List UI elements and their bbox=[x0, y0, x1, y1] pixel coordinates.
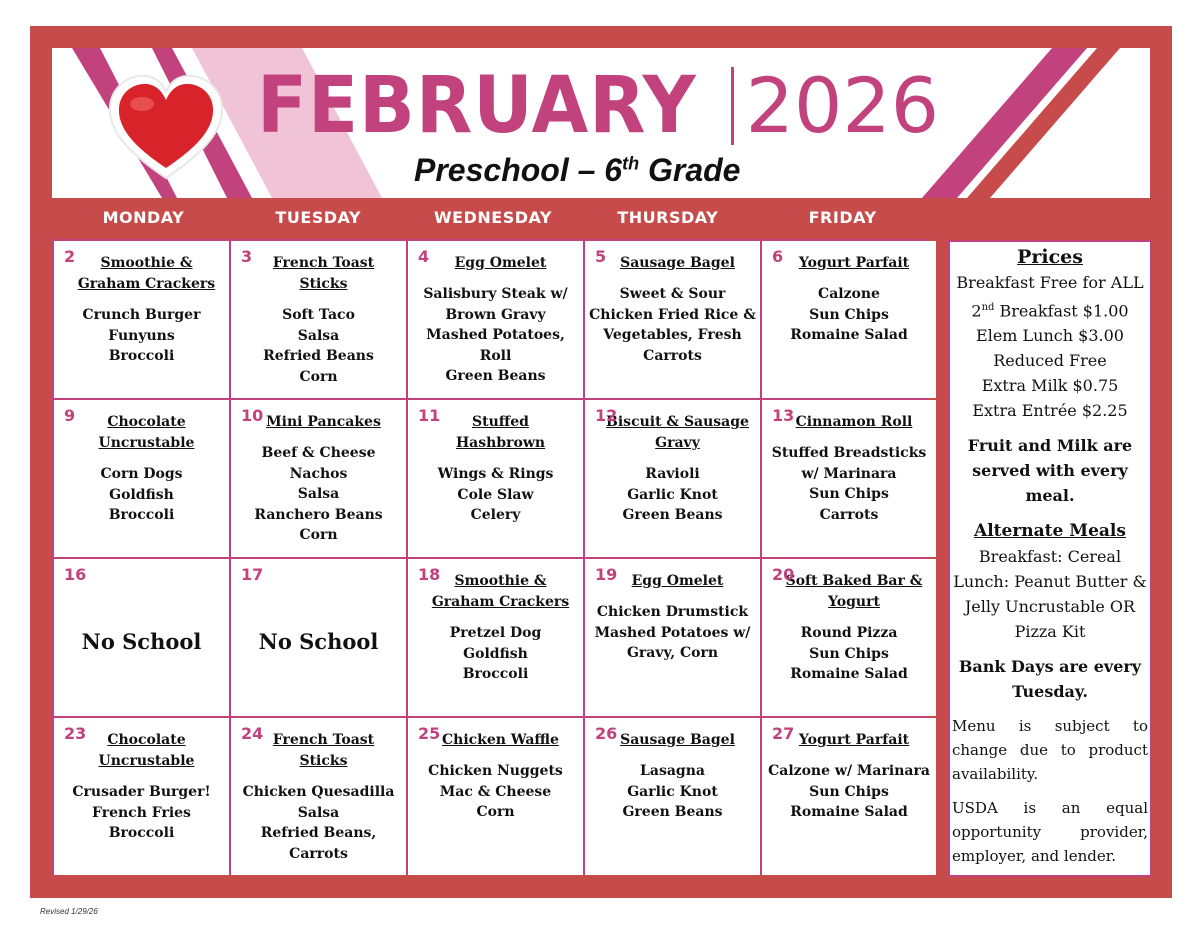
day-number: 2 bbox=[64, 247, 76, 266]
lunch-item: Goldfish bbox=[109, 486, 174, 503]
price-reduced: Reduced Free bbox=[993, 351, 1107, 371]
lunch-item: Calzone w/ Marinara bbox=[768, 763, 930, 779]
day-cell bbox=[762, 400, 936, 557]
lunch-item: Broccoli bbox=[462, 666, 529, 682]
lunch-item: Ravioli bbox=[645, 466, 700, 482]
day-number: 26 bbox=[595, 724, 618, 743]
lunch-item: Corn Dogs bbox=[100, 466, 183, 482]
day-cell bbox=[585, 400, 760, 557]
day-number: 4 bbox=[418, 247, 430, 266]
breakfast-entree: Smoothie & Graham Crackers bbox=[77, 255, 216, 292]
day-cell bbox=[762, 241, 936, 398]
breakfast-entree: Chocolate Uncrustable bbox=[98, 732, 195, 769]
lunch-item: Salisbury Steak w/ Brown Gravy bbox=[423, 286, 568, 323]
breakfast-entree: French Toast Sticks bbox=[272, 732, 375, 769]
lunch-item: Soft Taco bbox=[282, 307, 355, 323]
lunch-item: Sun Chips bbox=[809, 306, 889, 323]
breakfast-entree: Sausage Bagel bbox=[620, 255, 735, 271]
lunch-item: Salsa bbox=[297, 486, 340, 502]
lunch-items bbox=[766, 443, 932, 525]
lunch-item: French Fries bbox=[92, 804, 191, 821]
lunch-item: Sun Chips bbox=[809, 783, 889, 800]
lunch-item: Green Beans bbox=[445, 368, 546, 384]
heart-icon bbox=[104, 70, 228, 186]
header-banner bbox=[52, 48, 1150, 198]
fruit-milk-note: Fruit and Milk are served with every meal. bbox=[967, 436, 1133, 506]
day-number: 20 bbox=[772, 565, 795, 584]
breakfast-entree: Yogurt Parfait bbox=[798, 255, 910, 271]
lunch-items bbox=[58, 305, 225, 367]
lunch-items bbox=[766, 623, 932, 685]
lunch-item: Green Beans bbox=[622, 507, 723, 523]
lunch-item: Romaine Salad bbox=[790, 666, 908, 682]
day-cell bbox=[231, 718, 406, 875]
day-cell bbox=[54, 400, 229, 557]
weekday-header bbox=[56, 208, 930, 234]
title-row bbox=[257, 61, 940, 151]
day-cell bbox=[408, 400, 583, 557]
day-number: 17 bbox=[241, 565, 264, 584]
breakfast-entree: French Toast Sticks bbox=[272, 255, 375, 292]
day-number: 9 bbox=[64, 406, 76, 425]
lunch-item: Broccoli bbox=[108, 507, 175, 523]
lunch-items bbox=[589, 464, 756, 526]
breakfast-entree: Yogurt Parfait bbox=[798, 732, 910, 748]
price-breakfast: Breakfast Free for ALL bbox=[956, 273, 1144, 292]
lunch-items bbox=[589, 602, 756, 664]
info-sidebar bbox=[948, 240, 1152, 877]
day-number: 13 bbox=[772, 406, 795, 425]
breakfast-entree: Sausage Bagel bbox=[620, 732, 735, 748]
lunch-item: Chicken Nuggets bbox=[428, 763, 563, 779]
lunch-items bbox=[235, 443, 402, 546]
weekday-monday: MONDAY bbox=[102, 208, 185, 227]
lunch-item: Refried Beans, Carrots bbox=[260, 825, 377, 862]
lunch-items bbox=[58, 464, 225, 526]
day-number: 25 bbox=[418, 724, 441, 743]
day-cell bbox=[762, 718, 936, 875]
breakfast-entree: Smoothie & Graham Crackers bbox=[431, 573, 570, 610]
day-cell bbox=[585, 559, 760, 716]
lunch-item: Mashed Potatoes, Roll bbox=[426, 327, 565, 364]
no-school-label: No School bbox=[258, 629, 379, 654]
day-cell bbox=[231, 241, 406, 398]
lunch-items bbox=[589, 761, 756, 823]
lunch-item: Round Pizza bbox=[800, 625, 898, 641]
lunch-item: Refried Beans bbox=[263, 348, 374, 364]
lunch-item: Stuffed Breadsticks w/ Marinara bbox=[771, 445, 927, 482]
lunch-item: Sun Chips bbox=[809, 645, 889, 662]
lunch-items bbox=[412, 284, 579, 387]
breakfast-entree: Chocolate Uncrustable bbox=[98, 414, 195, 451]
price-extra-entree: Extra Entrée $2.25 bbox=[972, 401, 1128, 421]
lunch-item: Broccoli bbox=[108, 825, 175, 841]
day-cell bbox=[408, 241, 583, 398]
lunch-item: Chicken Drumstick bbox=[596, 604, 749, 620]
day-number: 5 bbox=[595, 247, 607, 266]
day-number: 12 bbox=[595, 406, 618, 425]
bank-days-note: Bank Days are every Tuesday. bbox=[958, 657, 1142, 702]
price-extra-milk: Extra Milk $0.75 bbox=[981, 376, 1119, 396]
breakfast-entree: Egg Omelet bbox=[454, 255, 547, 271]
revised-date: Revised 1/29/26 bbox=[40, 907, 98, 916]
lunch-items bbox=[412, 464, 579, 526]
lunch-item: Nachos bbox=[289, 465, 348, 482]
lunch-item: Crusader Burger! bbox=[72, 784, 211, 800]
breakfast-entree: Egg Omelet bbox=[631, 573, 724, 589]
lunch-item: Broccoli bbox=[108, 348, 175, 364]
lunch-items bbox=[766, 761, 932, 823]
lunch-items bbox=[58, 782, 225, 844]
breakfast-entree: Cinnamon Roll bbox=[795, 414, 913, 430]
day-number: 19 bbox=[595, 565, 618, 584]
lunch-item: Chicken Quesadilla bbox=[242, 784, 395, 800]
lunch-item: Crunch Burger bbox=[82, 307, 201, 323]
day-cell bbox=[231, 400, 406, 557]
day-number: 6 bbox=[772, 247, 784, 266]
day-number: 24 bbox=[241, 724, 264, 743]
day-number: 16 bbox=[64, 565, 87, 584]
price-elem-lunch: Elem Lunch $3.00 bbox=[976, 326, 1124, 346]
grade-subtitle: Preschool – 6th Grade bbox=[414, 152, 741, 188]
lunch-item: Carrots bbox=[819, 506, 879, 523]
lunch-item: Lasagna bbox=[640, 763, 705, 779]
year-title: 2026 bbox=[745, 61, 940, 150]
day-number: 11 bbox=[418, 406, 441, 425]
prices-heading: Prices bbox=[1017, 246, 1083, 268]
title-divider bbox=[731, 67, 734, 145]
weekday-wednesday: WEDNESDAY bbox=[434, 208, 552, 227]
lunch-item: Mashed Potatoes w/ Gravy, Corn bbox=[594, 624, 751, 661]
lunch-item: Corn bbox=[299, 368, 338, 385]
lunch-item: Garlic Knot bbox=[627, 783, 718, 800]
lunch-item: Corn bbox=[299, 527, 338, 543]
lunch-items bbox=[412, 623, 579, 685]
weekday-tuesday: TUESDAY bbox=[275, 208, 361, 227]
lunch-items bbox=[766, 284, 932, 346]
day-number: 23 bbox=[64, 724, 87, 743]
lunch-item: Salsa bbox=[297, 327, 340, 344]
day-cell bbox=[231, 559, 406, 716]
alternate-lunch: Lunch: Peanut Butter & Jelly Uncrustable OR Pizza Kit bbox=[953, 572, 1147, 642]
day-cell bbox=[408, 559, 583, 716]
lunch-item: Calzone bbox=[818, 286, 880, 302]
lunch-item: Pretzel Dog bbox=[449, 625, 542, 641]
lunch-item: Green Beans bbox=[622, 804, 723, 820]
lunch-item: Goldfish bbox=[463, 645, 528, 662]
lunch-item: Salsa bbox=[297, 804, 340, 821]
day-cell bbox=[762, 559, 936, 716]
day-cell bbox=[54, 718, 229, 875]
breakfast-entree: Mini Pancakes bbox=[266, 414, 381, 430]
usda-note: USDA is an equal opportunity provider, employer, and lender. bbox=[952, 799, 1148, 866]
lunch-item: Mac & Cheese bbox=[439, 783, 552, 800]
day-cell bbox=[408, 718, 583, 875]
alternate-breakfast: Breakfast: Cereal bbox=[978, 547, 1122, 567]
lunch-item: Ranchero Beans bbox=[254, 506, 383, 523]
lunch-item: Wings & Rings bbox=[437, 466, 554, 482]
day-cell bbox=[585, 718, 760, 875]
lunch-items bbox=[412, 761, 579, 823]
lunch-item: Romaine Salad bbox=[790, 804, 908, 820]
lunch-item: Celery bbox=[470, 507, 521, 523]
day-number: 3 bbox=[241, 247, 253, 266]
day-cell bbox=[54, 241, 229, 398]
lunch-item: Cole Slaw bbox=[457, 486, 534, 503]
lunch-item: Beef & Cheese bbox=[261, 445, 376, 461]
weekday-thursday: THURSDAY bbox=[617, 208, 719, 227]
breakfast-entree: Stuffed Hashbrown bbox=[455, 414, 546, 451]
breakfast-entree: Chicken Waffle bbox=[442, 732, 559, 748]
lunch-item: Sweet & Sour Chicken Fried Rice & Vegetables, Fresh Carrots bbox=[589, 286, 756, 364]
lunch-item: Garlic Knot bbox=[627, 486, 718, 503]
no-school-label: No School bbox=[81, 629, 202, 654]
weekday-friday: FRIDAY bbox=[808, 208, 877, 227]
menu-subject-note: Menu is subject to change due to product availability. bbox=[952, 717, 1148, 784]
lunch-item: Funyuns bbox=[108, 327, 175, 344]
menu-calendar-grid bbox=[52, 239, 928, 875]
price-second-breakfast: 2nd Breakfast $1.00 bbox=[971, 301, 1129, 321]
day-cell bbox=[585, 241, 760, 398]
alternate-meals-heading: Alternate Meals bbox=[974, 521, 1126, 542]
lunch-item: Sun Chips bbox=[809, 486, 889, 502]
lunch-item: Romaine Salad bbox=[790, 327, 908, 343]
lunch-items bbox=[589, 284, 756, 366]
month-title: FEBRUARY bbox=[257, 61, 697, 151]
lunch-item: Corn bbox=[476, 804, 515, 820]
lunch-items bbox=[235, 782, 402, 864]
breakfast-entree: Soft Baked Bar & Yogurt bbox=[785, 573, 923, 610]
day-number: 27 bbox=[772, 724, 795, 743]
breakfast-entree: Biscuit & Sausage Gravy bbox=[606, 414, 749, 451]
lunch-items bbox=[235, 305, 402, 387]
day-number: 18 bbox=[418, 565, 441, 584]
day-number: 10 bbox=[241, 406, 264, 425]
day-cell bbox=[54, 559, 229, 716]
